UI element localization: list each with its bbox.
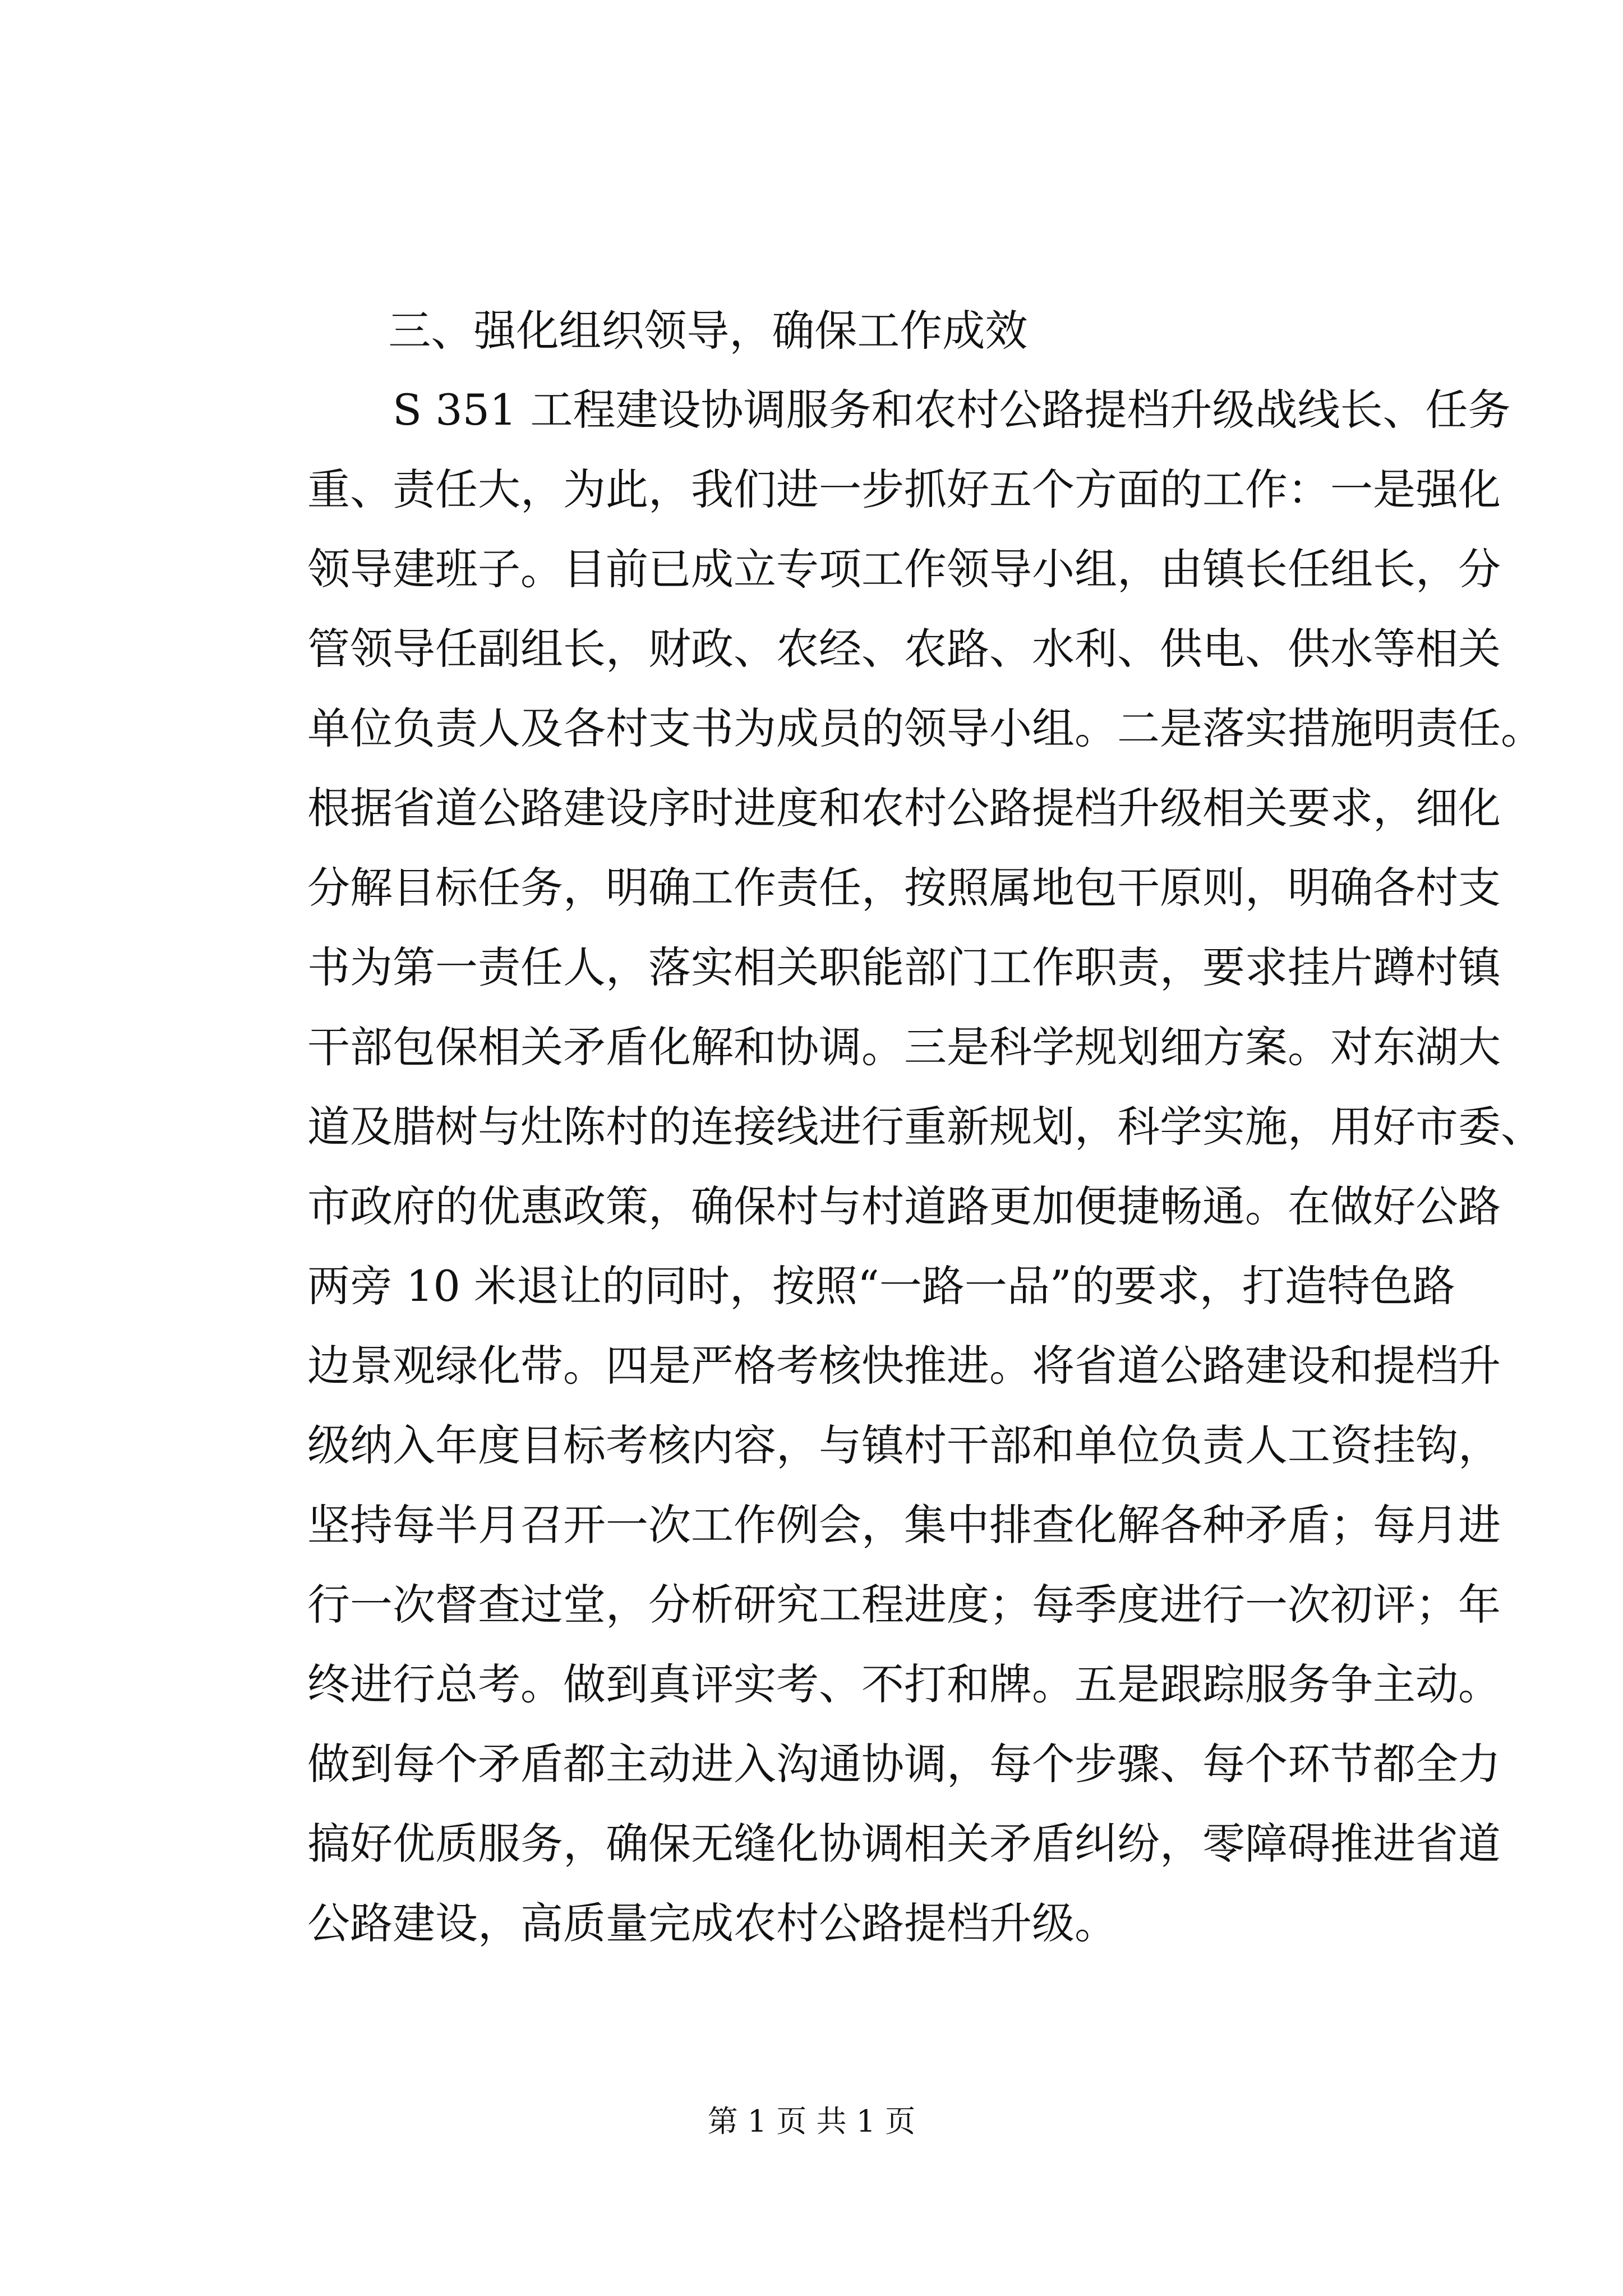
paragraph-line: 终进行总考。做到真评实考、不打和牌。五是跟踪服务争主动。 [307,1659,1501,1709]
document-body [307,292,1543,1963]
page-footer: 第 1 页 共 1 页 [707,2104,916,2139]
paragraph-line: 行一次督查过堂，分析研究工程进度；每季度进行一次初评；年 [307,1580,1501,1630]
section-heading: 三、强化组织领导，确保工作成效 [388,306,1028,356]
paragraph-line: 管领导任副组长，财政、农经、农路、水利、供电、供水等相关 [307,624,1501,674]
paragraph-line: 单位负责人及各村支书为成员的领导小组。二是落实措施明责任。 [307,703,1543,753]
paragraph-line: 道及腊树与灶陈村的连接线进行重新规划，科学实施，用好市委、 [307,1102,1543,1152]
paragraph-line: 书为第一责任人，落实相关职能部门工作职责，要求挂片蹲村镇 [307,942,1501,992]
paragraph-line: 级纳入年度目标考核内容，与镇村干部和单位负责人工资挂钩， [307,1420,1501,1470]
paragraph-line: 做到每个矛盾都主动进入沟通协调，每个步骤、每个环节都全力 [307,1739,1501,1789]
paragraph-line: 坚持每半月召开一次工作例会，集中排查化解各种矛盾；每月进 [307,1500,1501,1550]
paragraph-line: 根据省道公路建设序时进度和农村公路提档升级相关要求，细化 [307,783,1501,833]
paragraph-line: 搞好优质服务，确保无缝化协调相关矛盾纠纷，零障碍推进省道 [307,1819,1501,1869]
paragraph-line: 分解目标任务，明确工作责任，按照属地包干原则，明确各村支 [307,863,1501,913]
paragraph-line: 市政府的优惠政策，确保村与村道路更加便捷畅通。在做好公路 [307,1181,1501,1231]
paragraph-line: 干部包保相关矛盾化解和协调。三是科学规划细方案。对东湖大 [307,1022,1501,1072]
paragraph-line: 边景观绿化带。四是严格考核快推进。将省道公路建设和提档升 [307,1341,1501,1391]
paragraph-line: 两旁 10 米退让的同时，按照“一路一品”的要求，打造特色路 [307,1261,1455,1311]
body-paragraph [307,370,1543,1963]
paragraph-line: 公路建设，高质量完成农村公路提档升级。 [307,1898,1117,1948]
paragraph-line: 领导建班子。目前已成立专项工作领导小组，由镇长任组长，分 [307,544,1501,594]
paragraph-line: 重、责任大，为此，我们进一步抓好五个方面的工作：一是强化 [307,464,1501,514]
paragraph-line: S 351 工程建设协调服务和农村公路提档升级战线长、任务 [393,385,1511,435]
